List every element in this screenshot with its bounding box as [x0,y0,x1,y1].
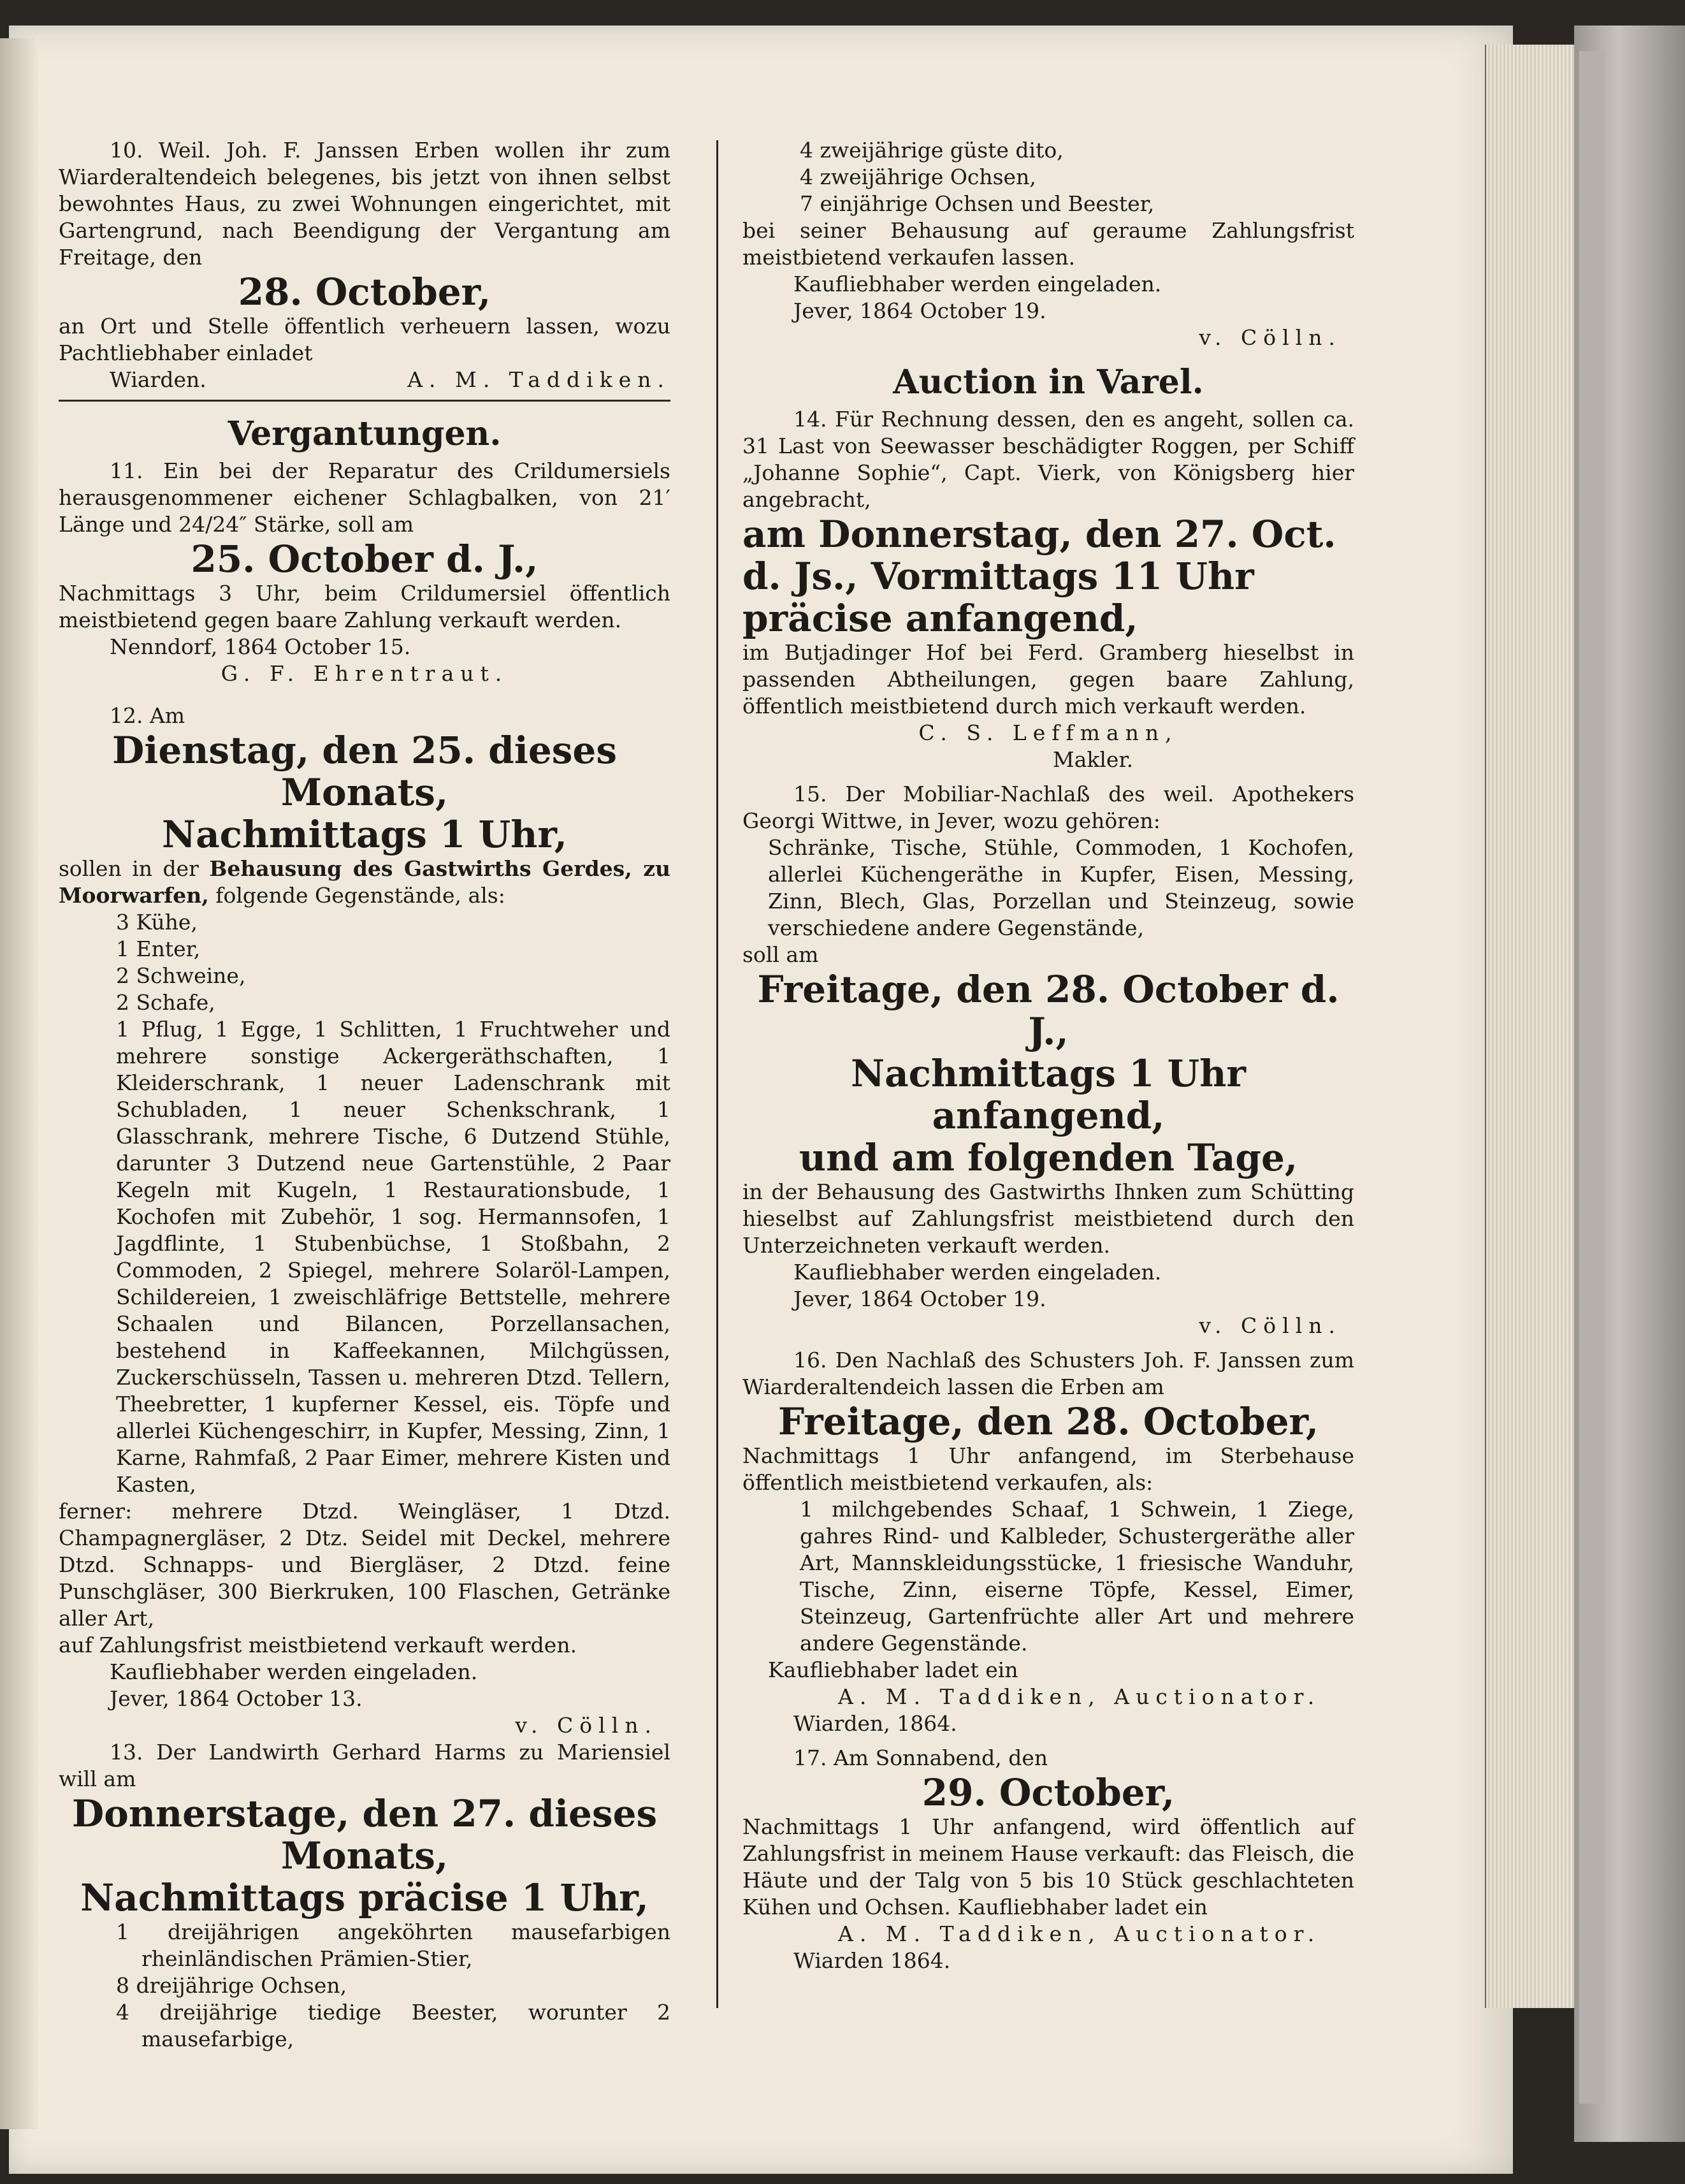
spacer [59,687,670,703]
section-heading-vergantungen: Vergantungen. [228,414,502,453]
notice-16-text2: Nachmittags 1 Uhr anfangend, im Sterbehause öffentlich meistbietend verkaufen, als: [742,1443,1354,1495]
notice-16-signature: A. M. Taddiken, Auctionator. [838,1684,1321,1709]
spacer [742,351,1354,359]
notice-16-date: Freitage, den 28. October, [777,1400,1319,1443]
notice-13-date: Donnerstage, den 27. dieses Monats, [71,1792,658,1877]
column-divider [716,140,718,2008]
notice-16-items: 1 milchgebendes Schaaf, 1 Schwein, 1 Ziege, gahres Rind- und Kalbleder, Schustergeräthe aller Art, Mannskleidungsstücke, 1 friesische Wanduhr, Tische, Zinn, eiserne Töpfe, Kessel, Eimer, Steinzeug, Gartenfrüchte aller Art und mehrere andere Gegenstände. [800,1497,1354,1656]
notice-16-invite: Kaufliebhaber ladet ein [768,1657,1018,1682]
notice-16-dateline: Wiarden, 1864. [793,1711,957,1736]
notice-12-text [59,855,670,909]
notice-11-text: 11. Ein bei der Reparatur des Crildumersiels herausgenommener eichener Schlagbalken, von 21′ Länge und 24/24″ Stärke, soll am [59,458,670,537]
notice-12-dateline: Jever, 1864 October 13. [110,1686,363,1711]
notice-15-date: Freitage, den 28. October d. J., [757,968,1340,1053]
notice-12-ferner: ferner: mehrere Dtzd. Weingläser, 1 Dtzd. Champagnergläser, 2 Dtz. Seidel mit Deckel, mehrere Dtzd. Schnapps- und Biergläser, 2 Dtzd. feine Punschgläser, 300 Bierkruken, 100 Flaschen, Getränke aller Art, [59,1499,670,1631]
notice-13-time: Nachmittags präcise 1 Uhr, [80,1876,649,1919]
notice-14-signature: C. S. Leffmann, [918,720,1178,745]
right-column [742,137,1354,1974]
notice-15-dateline: Jever, 1864 October 19. [793,1286,1046,1311]
list-item: 4 zweijährige Ochsen, [800,164,1036,189]
notice-12-time: Nachmittags 1 Uhr, [162,813,567,856]
notice-12-animals [59,909,670,1016]
notice-15-text2: in der Behausung des Gastwirths Ihnken zum Schütting hieselbst auf Zahlungsfrist meistbietend durch den Unterzeichneten verkauft werden. [742,1179,1354,1258]
notice-12-date: Dienstag, den 25. dieses Monats, [112,729,617,814]
notice-12-text-a: sollen in der [59,856,210,881]
notice-17-text: 17. Am Sonnabend, den [793,1745,1048,1770]
notice-10-date: 28. October, [238,270,491,314]
notice-13-dateline: Jever, 1864 October 19. [793,298,1046,323]
notice-16-text: 16. Den Nachlaß des Schusters Joh. F. Janssen zum Wiarderaltendeich lassen die Erben am [742,1348,1354,1399]
left-column [59,137,670,2053]
spacer [742,1339,1354,1347]
notice-12-venue: Behausung des Gastwirths Gerdes, zu Moorwarfen, [59,856,670,908]
list-item: 4 dreijährige tiedige Beester, worunter 2 mausefarbige, [116,2000,670,2051]
notice-12-items: 1 Pflug, 1 Egge, 1 Schlitten, 1 Fruchtweher und mehrere sonstige Ackergeräthschaften, 1 Kleiderschrank, 1 neuer Ladenschrank mit Schubladen, 1 neuer Schenkschrank, 1 Glasschrank, mehrere Tische, 6 Dutzend Stühle, darunter 3 Dutzend neue Gartenstühle, 2 Paar Kegeln mit Kugeln, 1 Restaurationsbude, 1 Kochofen mit Zubehör, 1 sog. Hermannsofen, 1 Jagdflinte, 1 Stubenbüchse, 1 Stoßbahn, 2 Commoden, 2 Spiegel, mehrere Solaröl-Lampen, Schildereien, 1 zweischläfrige Bettstelle, mehrere Schaalen und Bilancen, Porzellansachen, bestehend in Kaffeekannen, Milchgüssen, Zuckerschüsseln, Tassen u. mehreren Dtzd. Tellern, Theebretter, 1 kupferner Kessel, eis. Töpfe und allerlei Küchengeschirr, in Kupfer, Messing, Zinn, 1 Karne, Rahmfaß, 2 Paar Eimer, mehrere Kisten und Kasten, [116,1017,670,1497]
section-heading-auction-varel: Auction in Varel. [893,363,1204,402]
notice-13-invite: Kaufliebhaber werden eingeladen. [793,272,1162,296]
notice-11-dateline: Nenndorf, 1864 October 15. [110,634,411,659]
list-item: 4 zweijährige güste dito, [800,138,1064,163]
notice-10-signature-row [59,367,670,393]
list-item: 2 Schafe, [116,990,215,1015]
notice-13-cont-text: bei seiner Behausung auf geraume Zahlungsfrist meistbietend verkaufen lassen. [742,218,1354,270]
section-rule [59,400,670,402]
list-item: 8 dreijährige Ochsen, [116,1973,347,1998]
page-edges [1485,45,1582,2008]
notice-12-text-b: folgende Gegenstände, als: [208,883,505,908]
notice-10-text2: an Ort und Stelle öffentlich verheuern lassen, wozu Pachtliebhaber einladet [59,314,670,365]
notice-15-items: Schränke, Tische, Stühle, Commoden, 1 Kochofen, allerlei Küchengeräthe in Kupfer, Eisen, Messing, Zinn, Blech, Glas, Porzellan und Steinzeug, sowie verschiedene andere Gegenstände, [768,835,1354,940]
notice-17-dateline: Wiarden 1864. [793,1948,951,1973]
notice-15-followup: und am folgenden Tage, [799,1136,1298,1179]
list-item: 2 Schweine, [116,963,246,988]
notice-11-date: 25. October d. J., [191,537,539,581]
notice-12-end: auf Zahlungsfrist meistbietend verkauft werden. [59,1633,577,1657]
list-item: 1 Enter, [116,936,201,961]
notice-10-signature: A. M. Taddiken. [407,367,670,392]
notice-17-date: 29. October, [922,1771,1175,1814]
notice-13-text: 13. Der Landwirth Gerhard Harms zu Mariensiel will am [59,1740,670,1791]
spacer [742,1737,1354,1745]
notice-14-text: 14. Für Rechnung dessen, den es angeht, sollen ca. 31 Last von Seewasser beschädigter Roggen, per Schiff „Johanne Sophie“, Capt. Vierk, von Königsberg hier angebracht, [742,407,1354,512]
notice-14-text2: im Butjadinger Hof bei Ferd. Gramberg hieselbst in passenden Abtheilungen, gegen baare Zahlung, öffentlich meistbietend durch mich verkauft werden. [742,640,1354,718]
notice-12-invite: Kaufliebhaber werden eingeladen. [110,1659,478,1684]
notice-10-text: 10. Weil. Joh. F. Janssen Erben wollen ihr zum Wiarderaltendeich belegenes, bis jetzt von ihnen selbst bewohntes Haus, zu zwei Wohnungen eingerichtet, mit Gartengrund, nach Beendigung der Vergantung am Freitage, den [59,138,670,270]
notice-15-invite: Kaufliebhaber werden eingeladen. [793,1260,1162,1285]
notice-15-soll: soll am [742,942,819,967]
notice-14-role: Makler. [1052,747,1134,772]
page-gutter [0,38,38,2129]
notice-15-text: 15. Der Mobiliar-Nachlaß des weil. Apothekers Georgi Wittwe, in Jever, wozu gehören: [742,782,1354,833]
notice-17-signature: A. M. Taddiken, Auctionator. [838,1921,1321,1946]
list-item: 7 einjährige Ochsen und Beester, [800,191,1155,216]
notice-12-signature: v. Cölln. [515,1713,658,1738]
notice-15-time: Nachmittags 1 Uhr anfangend, [851,1052,1246,1137]
notice-12-intro: 12. Am [110,703,185,728]
notice-17-text2: Nachmittags 1 Uhr anfangend, wird öffentlich auf Zahlungsfrist in meinem Hause verkauft: das Fleisch, die Häute und der Talg von 5 bis 10 Stück geschlachteten Kühen und Ochsen. Kaufliebhaber ladet ein [742,1814,1354,1919]
book-spine-shadow [1579,51,1605,2104]
notice-11-signature: G. F. Ehrentraut. [221,661,509,686]
spacer [742,773,1354,781]
notice-11-text2: Nachmittags 3 Uhr, beim Crildumersiel öffentlich meistbietend gegen baare Zahlung verkauft werden. [59,581,670,632]
notice-15-signature: v. Cölln. [1199,1313,1341,1338]
notice-10-place: Wiarden. [110,367,206,392]
list-item: 1 dreijährigen angeköhrten mausefarbigen rheinländischen Prämien-Stier, [116,1919,670,1971]
notice-14-date: am Donnerstag, den 27. Oct. d. Js., Vormittags 11 Uhr präcise anfangend, [742,513,1336,640]
notice-13-signature: v. Cölln. [1199,325,1341,350]
list-item: 3 Kühe, [116,910,198,935]
notice-13-cont-items [742,137,1354,217]
